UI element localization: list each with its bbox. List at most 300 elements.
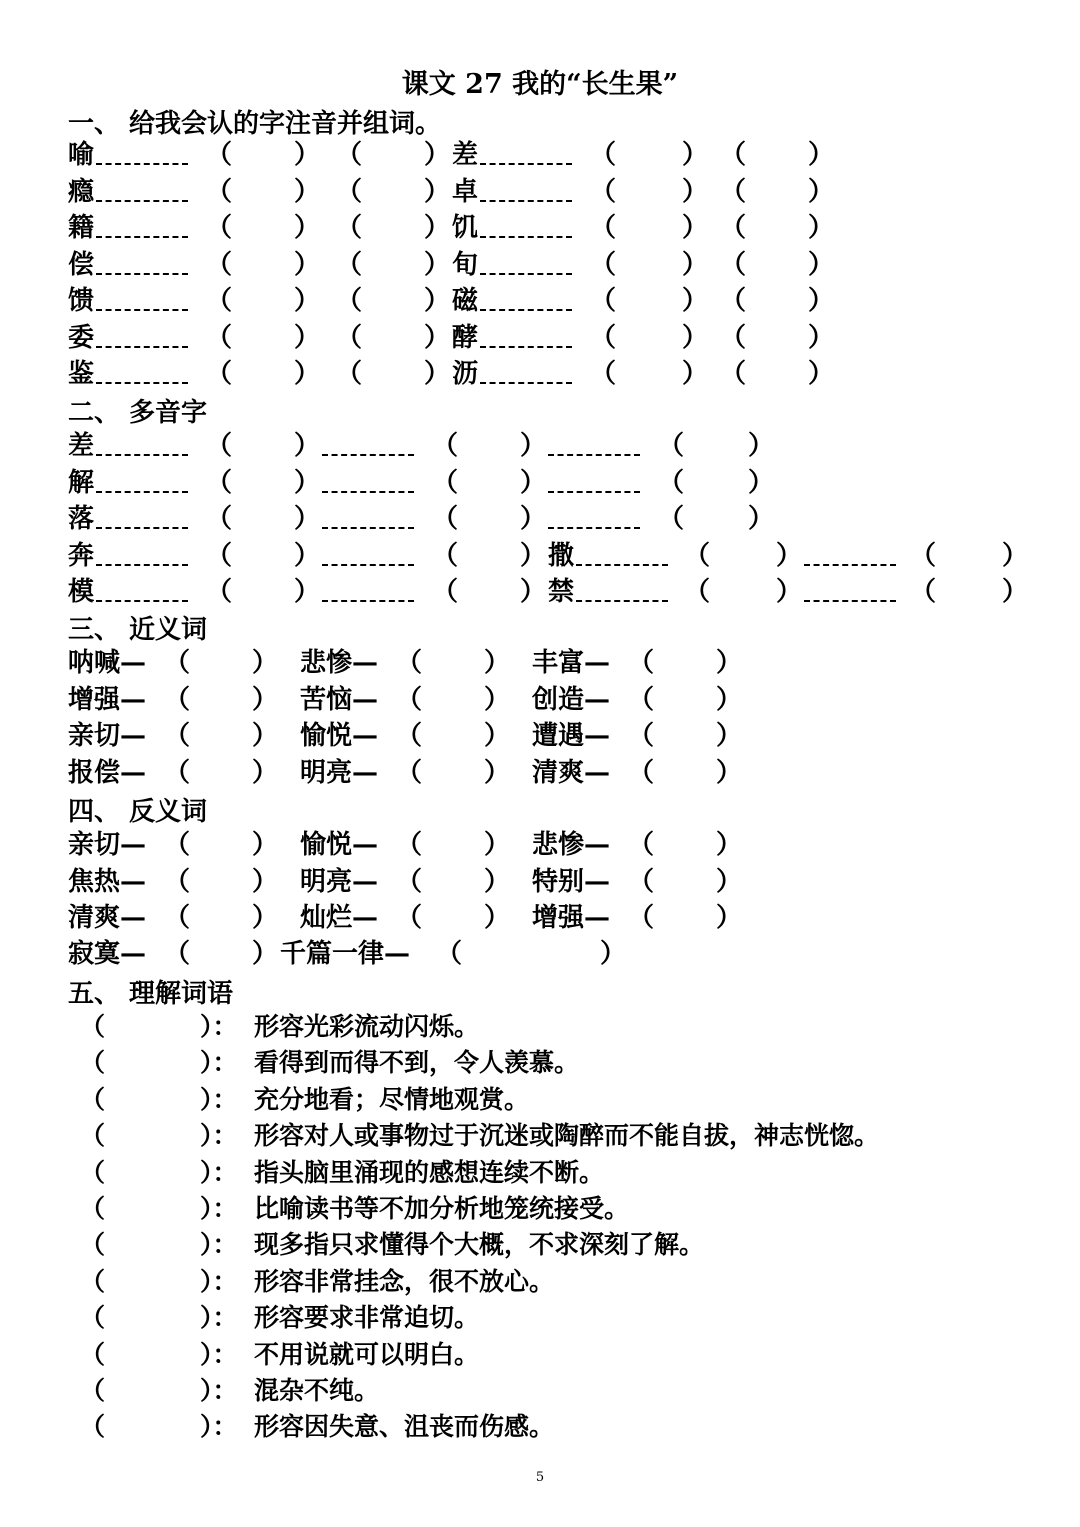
cell: [320, 428, 416, 464]
pinyin-open[interactable]: （: [206, 249, 233, 280]
answer-blank[interactable]: [96, 452, 188, 456]
pinyin-close: ）: [682, 286, 709, 316]
word-close: ）: [776, 577, 803, 607]
dash: —: [584, 830, 611, 860]
cell: [320, 501, 416, 537]
cell: [452, 320, 574, 356]
word-open[interactable]: （: [432, 504, 459, 534]
cell: [396, 682, 422, 718]
answer-blank[interactable]: [548, 489, 640, 493]
pinyin-close: ）: [294, 213, 321, 243]
cell: [424, 210, 450, 246]
answer-blank[interactable]: [96, 525, 188, 529]
cell: [682, 283, 708, 319]
cell: [432, 428, 458, 464]
definition-row: [72, 1191, 1032, 1227]
dash: —: [352, 648, 379, 678]
cell: [808, 137, 834, 173]
answer-open[interactable]: （: [80, 1339, 106, 1369]
word-open[interactable]: （: [206, 467, 233, 498]
word-open[interactable]: （: [336, 286, 363, 316]
answer-open[interactable]: （: [396, 830, 423, 860]
cell: [252, 645, 278, 681]
cell: [320, 538, 416, 574]
cell: [206, 428, 232, 464]
answer-blank[interactable]: [96, 198, 188, 202]
definition-text: 指头脑里涌现的感想连续不断。: [254, 1157, 605, 1187]
cell: [252, 682, 278, 718]
word-open[interactable]: （: [336, 213, 363, 243]
pinyin-close: ）: [294, 322, 321, 353]
answer-close: ）：: [200, 1084, 238, 1114]
cell: [484, 645, 510, 681]
answer-open[interactable]: （: [164, 939, 191, 969]
definition-text: 形容光彩流动闪烁。: [254, 1012, 480, 1041]
vocab-word: 悲惨: [300, 648, 353, 678]
answer-open[interactable]: （: [628, 684, 655, 715]
word-open[interactable]: （: [432, 577, 459, 607]
answer-open[interactable]: （: [164, 648, 191, 678]
word-open[interactable]: （: [432, 467, 459, 498]
answer-blank[interactable]: [322, 525, 414, 529]
cell: [628, 645, 654, 681]
answer-open[interactable]: （: [80, 1412, 106, 1442]
answer-open[interactable]: （: [628, 866, 655, 897]
cell: [808, 356, 834, 392]
answer-close: ）: [252, 830, 279, 860]
answer-open[interactable]: （: [396, 757, 423, 788]
cell: [206, 283, 232, 319]
cell: [206, 574, 232, 610]
section3-heading: 三、 近义词: [68, 615, 208, 645]
cell: [628, 718, 654, 754]
cell: [776, 574, 802, 610]
word-open[interactable]: （: [336, 322, 363, 353]
dash: —: [384, 939, 411, 969]
definition-row: [72, 1155, 1032, 1191]
answer-close: ）: [484, 721, 511, 751]
word-close: ）: [520, 431, 547, 461]
word-open[interactable]: （: [684, 540, 711, 571]
cell: [682, 174, 708, 210]
answer-close: ）: [252, 903, 279, 933]
cell: [164, 718, 190, 754]
antonym-row: [68, 864, 1068, 900]
answer-open[interactable]: （: [396, 866, 423, 897]
answer-close: ）: [716, 903, 743, 933]
cell: [206, 174, 232, 210]
answer-open[interactable]: （: [80, 1376, 106, 1405]
cell: [1002, 574, 1028, 610]
answer-open[interactable]: （: [80, 1303, 106, 1333]
answer-open[interactable]: （: [80, 1121, 106, 1151]
cell: [68, 210, 190, 246]
word-close: ）: [424, 249, 451, 280]
cell: [164, 682, 190, 718]
cell: [68, 465, 190, 501]
pinyin-open[interactable]: （: [590, 286, 617, 316]
answer-open[interactable]: （: [164, 684, 191, 715]
cell: [628, 864, 654, 900]
word-close: ）: [748, 467, 775, 498]
cell: [68, 428, 190, 464]
word-open[interactable]: （: [720, 322, 747, 353]
section1-row: [68, 283, 1068, 319]
vocab-word: 愉悦: [300, 721, 353, 751]
dash: —: [352, 684, 379, 715]
word-open[interactable]: （: [336, 176, 363, 207]
cell: [424, 356, 450, 392]
vocab-word: 愉悦: [300, 830, 353, 860]
answer-blank[interactable]: [96, 344, 188, 348]
definition-text: 现多指只求懂得个大概，不求深刻了解。: [254, 1230, 705, 1260]
cell: [520, 574, 546, 610]
answer-close: ）: [716, 866, 743, 897]
cell: [590, 356, 616, 392]
pinyin-close: ）: [294, 286, 321, 316]
answer-blank[interactable]: [96, 161, 188, 165]
cell: [294, 501, 320, 537]
answer-close: ）：: [200, 1121, 238, 1151]
answer-open[interactable]: （: [396, 648, 423, 678]
word-open[interactable]: （: [720, 140, 747, 170]
answer-close: ）: [716, 648, 743, 678]
answer-blank[interactable]: [322, 598, 414, 602]
cell: [424, 320, 450, 356]
answer-blank[interactable]: [96, 380, 188, 384]
answer-blank[interactable]: [804, 598, 896, 602]
definition-text: 形容因失意、沮丧而伤感。: [254, 1412, 555, 1442]
word-open[interactable]: （: [206, 431, 233, 461]
dash: —: [584, 721, 611, 751]
answer-blank[interactable]: [480, 271, 572, 275]
answer-blank[interactable]: [96, 271, 188, 275]
page-number: 5: [535, 1470, 545, 1485]
dash: —: [120, 684, 147, 715]
definition-row: [72, 1227, 1032, 1263]
cell: [452, 247, 574, 283]
cell: [68, 174, 190, 210]
cell: [590, 283, 616, 319]
answer-close: ）：: [200, 1194, 238, 1223]
vocab-word: 灿烂: [300, 903, 353, 933]
definition-row: [72, 1009, 1032, 1045]
cell: [68, 320, 190, 356]
word-open[interactable]: （: [720, 213, 747, 243]
vocab-word: 创造: [532, 684, 585, 715]
section1-row: [68, 356, 1068, 392]
dash: —: [120, 866, 147, 897]
word-close: ）: [424, 286, 451, 316]
cell: [206, 210, 232, 246]
answer-open[interactable]: （: [164, 721, 191, 751]
word-close: ）: [520, 540, 547, 571]
cell: [252, 864, 278, 900]
pinyin-close: ）: [682, 176, 709, 207]
vocab-word: 亲切: [68, 721, 121, 751]
cell: [808, 320, 834, 356]
answer-open[interactable]: （: [628, 648, 655, 678]
answer-close: ）: [252, 939, 279, 969]
word-close: ）: [424, 213, 451, 243]
word-close: ）: [520, 504, 547, 534]
answer-open[interactable]: （: [80, 1266, 106, 1296]
cell: [320, 574, 416, 610]
word-open[interactable]: （: [206, 577, 233, 607]
vocab-word: 遭遇: [532, 721, 585, 751]
section5-heading: 五、 理解词语: [68, 979, 234, 1009]
answer-close: ）: [484, 648, 511, 678]
cell: [520, 538, 546, 574]
dash: —: [120, 903, 147, 933]
cell: [628, 900, 654, 936]
cell: [280, 936, 410, 972]
word-open[interactable]: （: [658, 467, 685, 498]
answer-close: ）: [484, 903, 511, 933]
cell: [720, 356, 746, 392]
answer-open[interactable]: （: [80, 1048, 106, 1078]
cell: [294, 428, 320, 464]
word-open[interactable]: （: [720, 249, 747, 280]
char-right: 卓: [452, 176, 479, 207]
answer-blank[interactable]: [96, 562, 188, 566]
cell: [206, 320, 232, 356]
cell: [424, 283, 450, 319]
cell: [68, 538, 190, 574]
cell: [682, 247, 708, 283]
word-open[interactable]: （: [432, 431, 459, 461]
page-title: 课文 27 我的“长生果”: [401, 69, 679, 100]
word-open[interactable]: （: [720, 359, 747, 389]
answer-blank[interactable]: [96, 234, 188, 238]
cell: [484, 827, 510, 863]
section1-row: [68, 174, 1068, 210]
pinyin-open[interactable]: （: [590, 322, 617, 353]
answer-open[interactable]: （: [164, 903, 191, 933]
pinyin-close: ）: [682, 322, 709, 353]
answer-blank[interactable]: [548, 452, 640, 456]
char-left: 瘾: [68, 176, 95, 207]
cell: [294, 210, 320, 246]
pinyin-open[interactable]: （: [590, 359, 617, 389]
answer-open[interactable]: （: [628, 830, 655, 860]
cell: [164, 755, 190, 791]
answer-blank[interactable]: [804, 562, 896, 566]
cell: [716, 682, 742, 718]
section1-row: [68, 247, 1068, 283]
cell: [590, 174, 616, 210]
cell: [68, 682, 146, 718]
answer-close: ）: [716, 684, 743, 715]
synonym-row: [68, 645, 1068, 681]
pinyin-open[interactable]: （: [590, 176, 617, 207]
cell: [748, 501, 774, 537]
answer-blank[interactable]: [480, 307, 572, 311]
answer-blank[interactable]: [322, 452, 414, 456]
cell: [252, 936, 278, 972]
answer-open[interactable]: （: [436, 939, 463, 969]
answer-open[interactable]: （: [396, 721, 423, 751]
answer-close: ）: [600, 939, 627, 969]
answer-blank[interactable]: [96, 307, 188, 311]
cell: [300, 718, 378, 754]
synonym-row: [68, 718, 1068, 754]
section2-row: [68, 501, 1068, 537]
answer-open[interactable]: （: [628, 721, 655, 751]
answer-open[interactable]: （: [396, 684, 423, 715]
cell: [68, 900, 146, 936]
char-left: 鉴: [68, 359, 95, 389]
answer-blank[interactable]: [480, 344, 572, 348]
cell: [520, 465, 546, 501]
definition-text: 不用说就可以明白。: [254, 1339, 480, 1369]
section2-row: [68, 538, 1068, 574]
word-open[interactable]: （: [336, 249, 363, 280]
answer-blank[interactable]: [96, 598, 188, 602]
cell: [590, 247, 616, 283]
pinyin-open[interactable]: （: [206, 322, 233, 353]
cell: [546, 465, 642, 501]
cell: [294, 538, 320, 574]
cell: [294, 465, 320, 501]
cell: [452, 356, 574, 392]
section1-heading: 一、 给我会认的字注音并组词。: [68, 109, 442, 139]
word-open[interactable]: （: [658, 504, 685, 534]
dash: —: [120, 757, 147, 788]
cell: [336, 174, 362, 210]
answer-close: ）：: [200, 1012, 238, 1041]
answer-open[interactable]: （: [164, 757, 191, 788]
vocab-word: 悲惨: [532, 830, 585, 860]
word-open[interactable]: （: [910, 577, 937, 607]
cell: [164, 827, 190, 863]
cell: [68, 864, 146, 900]
cell: [628, 755, 654, 791]
word-open[interactable]: （: [206, 504, 233, 534]
char-right: 沥: [452, 359, 479, 389]
cell: [748, 465, 774, 501]
cell: [164, 900, 190, 936]
answer-blank[interactable]: [322, 562, 414, 566]
pinyin-close: ）: [294, 359, 321, 389]
dash: —: [584, 684, 611, 715]
dash: —: [120, 648, 147, 678]
answer-open[interactable]: （: [628, 903, 655, 933]
pinyin-open[interactable]: （: [590, 249, 617, 280]
cell: [532, 827, 610, 863]
definition-text: 形容对人或事物过于沉迷或陶醉而不能自拔，神志恍惚。: [254, 1121, 880, 1151]
cell: [484, 755, 510, 791]
pinyin-open[interactable]: （: [590, 140, 617, 170]
word-open[interactable]: （: [910, 540, 937, 571]
dash: —: [352, 866, 379, 897]
answer-open[interactable]: （: [80, 1012, 106, 1041]
definition-row: [72, 1118, 1032, 1154]
answer-blank[interactable]: [548, 525, 640, 529]
char-left: 喻: [68, 140, 95, 170]
cell: [396, 827, 422, 863]
cell: [68, 936, 146, 972]
word-open[interactable]: （: [658, 431, 685, 461]
definition-row: [72, 1082, 1032, 1118]
dash: —: [352, 757, 379, 788]
cell: [802, 574, 898, 610]
answer-blank[interactable]: [480, 198, 572, 202]
answer-open[interactable]: （: [396, 903, 423, 933]
char-left: 委: [68, 322, 95, 353]
answer-close: ）: [484, 684, 511, 715]
answer-blank[interactable]: [480, 234, 572, 238]
char-left: 馈: [68, 286, 95, 316]
cell: [300, 900, 378, 936]
answer-blank[interactable]: [96, 489, 188, 493]
answer-open[interactable]: （: [80, 1157, 106, 1187]
char-left: 籍: [68, 213, 95, 243]
answer-blank[interactable]: [322, 489, 414, 493]
cell: [336, 356, 362, 392]
cell: [720, 137, 746, 173]
answer-open[interactable]: （: [80, 1084, 106, 1114]
cell: [658, 428, 684, 464]
vocab-word: 呐喊: [68, 648, 121, 678]
answer-close: ）: [252, 648, 279, 678]
word-open[interactable]: （: [684, 577, 711, 607]
pinyin-open[interactable]: （: [206, 286, 233, 316]
definition-row: [72, 1373, 1032, 1409]
word-open[interactable]: （: [720, 286, 747, 316]
answer-open[interactable]: （: [164, 830, 191, 860]
pinyin-open[interactable]: （: [206, 176, 233, 207]
cell: [68, 137, 190, 173]
polyphone-char: 禁: [548, 577, 575, 607]
answer-close: ）：: [200, 1339, 238, 1369]
answer-open[interactable]: （: [164, 866, 191, 897]
word-open[interactable]: （: [336, 359, 363, 389]
section1-row: [68, 137, 1068, 173]
pinyin-close: ）: [682, 140, 709, 170]
cell: [206, 465, 232, 501]
definition-text: 形容非常挂念，很不放心。: [254, 1266, 555, 1296]
word-close: ）: [808, 286, 835, 316]
answer-blank[interactable]: [480, 161, 572, 165]
pinyin-open[interactable]: （: [206, 140, 233, 170]
word-close: ）: [294, 540, 321, 571]
answer-open[interactable]: （: [628, 757, 655, 788]
answer-blank[interactable]: [480, 380, 572, 384]
cell: [452, 137, 574, 173]
answer-blank[interactable]: [576, 598, 668, 602]
cell: [546, 501, 642, 537]
pinyin-open[interactable]: （: [590, 213, 617, 243]
word-open[interactable]: （: [432, 540, 459, 571]
vocab-word: 增强: [68, 684, 121, 715]
answer-close: ）: [716, 757, 743, 788]
answer-open[interactable]: （: [80, 1194, 106, 1223]
word-open[interactable]: （: [336, 140, 363, 170]
cell: [396, 718, 422, 754]
answer-blank[interactable]: [576, 562, 668, 566]
answer-open[interactable]: （: [80, 1230, 106, 1260]
pinyin-open[interactable]: （: [206, 213, 233, 243]
word-close: ）: [748, 504, 775, 534]
pinyin-open[interactable]: （: [206, 359, 233, 389]
word-open[interactable]: （: [206, 540, 233, 571]
word-open[interactable]: （: [720, 176, 747, 207]
cell: [68, 501, 190, 537]
cell: [206, 501, 232, 537]
cell: [682, 210, 708, 246]
cell: [452, 283, 574, 319]
